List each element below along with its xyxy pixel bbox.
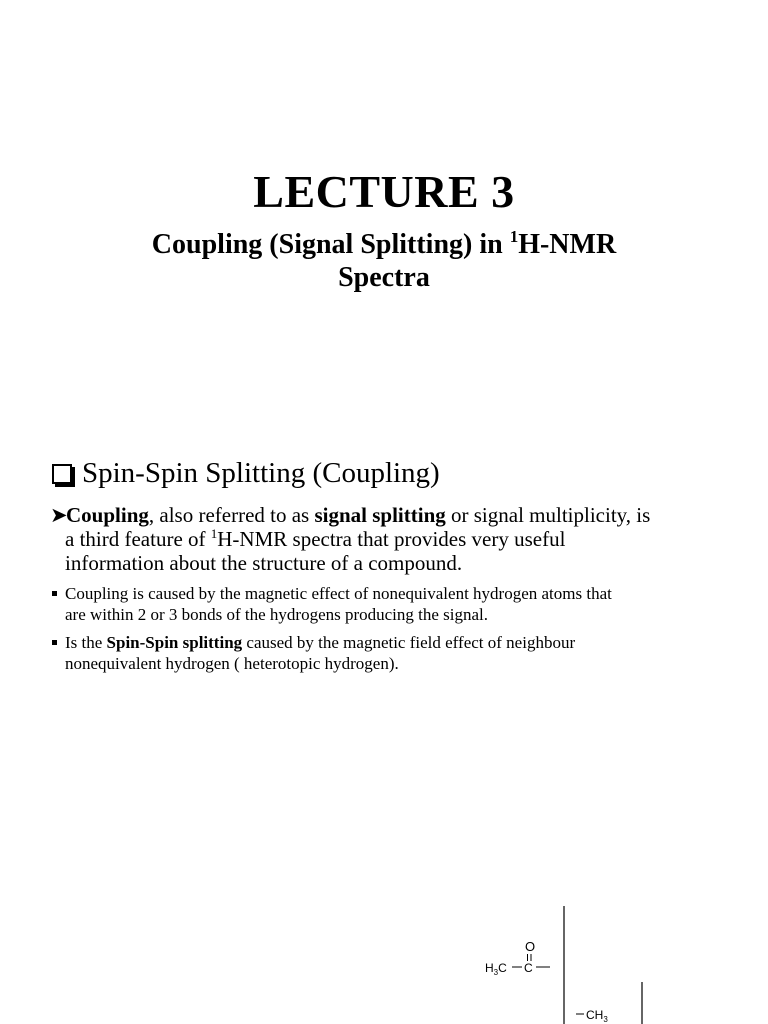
- bullet-list-2: [50, 633, 720, 674]
- definition-term: Coupling: [66, 503, 149, 527]
- definition-text1: , also referred to as: [148, 503, 315, 527]
- definition-text5: information about the structure of a compound.: [65, 551, 463, 575]
- subtitle-line2: Spectra: [338, 262, 430, 293]
- bullet-2-post: caused by the magnetic field effect of neighbour: [242, 633, 576, 652]
- definition-paragraph: [50, 503, 710, 575]
- section-heading: [52, 454, 440, 492]
- bullet-item-2: [50, 633, 720, 674]
- bullet-list-1: [50, 584, 720, 625]
- definition-term2: signal splitting: [314, 503, 446, 527]
- methyl-label: $CH_3$: [586, 1008, 608, 1024]
- carbonyl-carbon-label: C: [524, 961, 533, 975]
- oxygen-label: O: [525, 939, 536, 954]
- subtitle-superscript: 1: [509, 227, 519, 246]
- molecule-figure: [460, 900, 720, 1024]
- definition-text3: a third feature of: [65, 527, 211, 551]
- definition-text2: or signal multiplicity, is: [445, 503, 651, 527]
- bullet-1-line2: are within 2 or 3 bonds of the hydrogens producing the signal.: [65, 604, 489, 624]
- subtitle-part1: Coupling (Signal Splitting) in: [151, 229, 510, 260]
- definition-superscript: 1: [210, 526, 218, 541]
- acetone-fragment-diagram: [460, 900, 720, 1024]
- h3c-label: $H_3C$: [485, 961, 507, 977]
- bullet-2-bold: Spin-Spin splitting: [106, 633, 243, 652]
- bullet-1-line1: Coupling is caused by the magnetic effect of nonequivalent hydrogen atoms that: [65, 584, 612, 603]
- definition-line2: [50, 527, 565, 551]
- bullet-2-pre: Is the: [65, 633, 107, 652]
- square-bullet-icon: [52, 591, 57, 596]
- bullet-item-1: [50, 584, 720, 625]
- lecture-title: LECTURE 3: [253, 166, 515, 217]
- lecture-subtitle: [0, 228, 768, 294]
- checkbox-icon: [52, 464, 72, 484]
- definition-text4: H-NMR spectra that provides very useful: [217, 527, 566, 551]
- bullet-2-line2: nonequivalent hydrogen ( heterotopic hydrogen).: [65, 653, 399, 673]
- arrow-bullet-icon: ➤: [50, 503, 68, 527]
- square-bullet-icon: [52, 640, 57, 645]
- title-block: [0, 166, 768, 294]
- subtitle-part2: H-NMR: [518, 229, 617, 260]
- section-heading-text: Spin-Spin Splitting (Coupling): [82, 457, 440, 489]
